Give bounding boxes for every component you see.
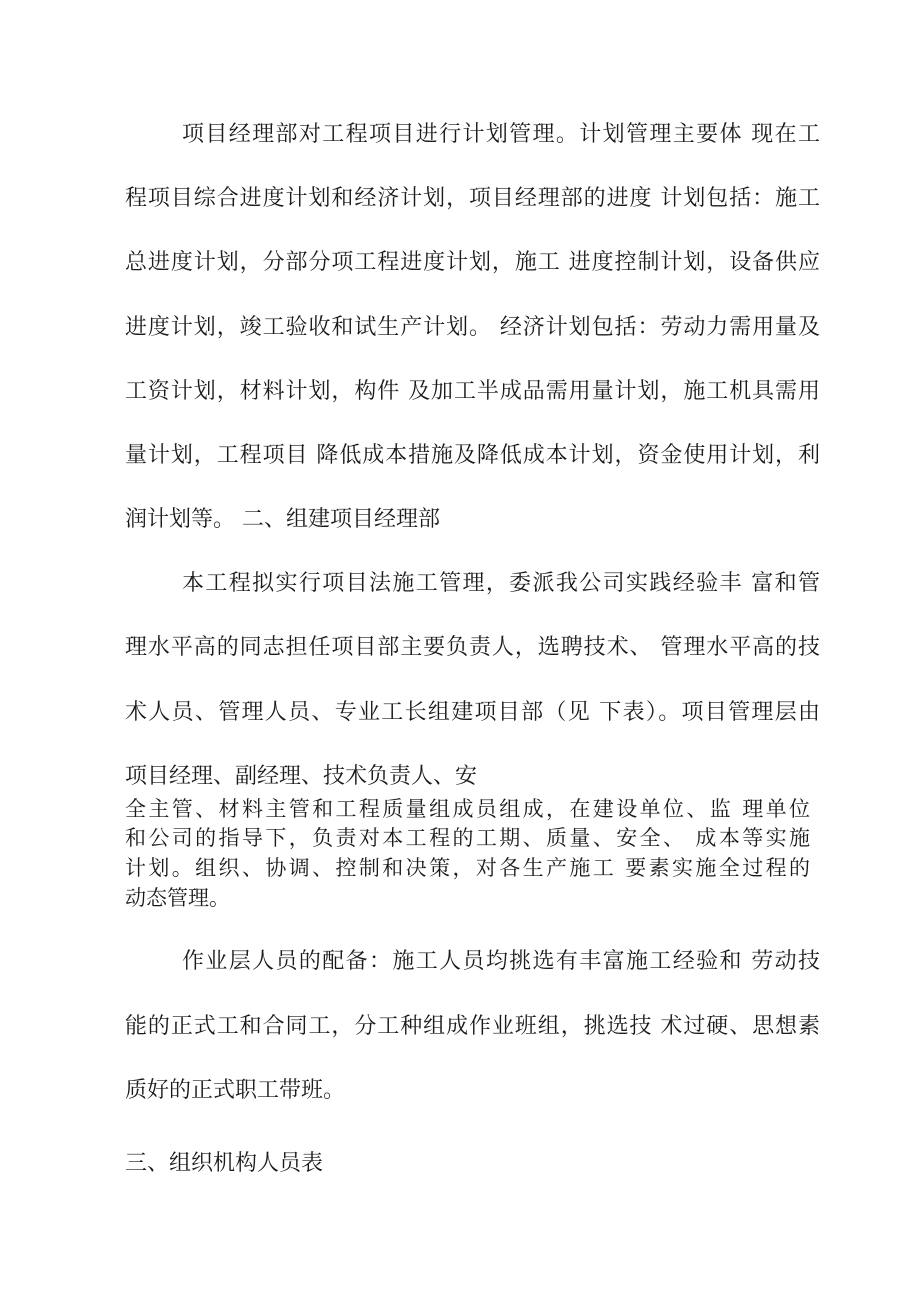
text-line: 程项目综合进度计划和经济计划，项目经理部的进度 计划包括：施工 xyxy=(125,186,820,211)
text-line: 动态管理。 xyxy=(125,886,230,910)
text-line: 术人员、管理人员、专业工长组建项目部（见 下表）。项目管理层由 xyxy=(125,700,820,725)
text-line: 项目经理部对工程项目进行计划管理。计划管理主要体 现在工 xyxy=(182,122,820,147)
text-line: 和公司的指导下，负责对本工程的工期、质量、安全、 成本等实施 xyxy=(125,826,810,850)
text-line: 全主管、材料主管和工程质量组成员组成，在建设单位、监 理单位 xyxy=(125,797,810,821)
text-line: 能的正式工和合同工，分工种组成作业班组，挑选技 术过硬、思想素 xyxy=(125,1014,820,1039)
text-line: 作业层人员的配备：施工人员均挑选有丰富施工经验和 劳动技 xyxy=(182,949,820,974)
text-line: 工资计划，材料计划，构件 及加工半成品需用量计划，施工机具需用 xyxy=(125,379,820,404)
text-line: 量计划，工程项目 降低成本措施及降低成本计划，资金使用计划，利 xyxy=(125,443,820,468)
text-line: 润计划等。 二、组建项目经理部 xyxy=(125,507,440,532)
text-line: 总进度计划，分部分项工程进度计划，施工 进度控制计划，设备供应 xyxy=(125,250,820,275)
text-line: 计划。组织、协调、控制和决策，对各生产施工 要素实施全过程的 xyxy=(125,856,810,880)
text-line: 质好的正式职工带班。 xyxy=(125,1078,346,1103)
text-line: 进度计划，竣工验收和试生产计划。 经济计划包括：劳动力需用量及 xyxy=(125,315,820,340)
text-line: 理水平高的同志担任项目部主要负责人，选聘技术、 管理水平高的技 xyxy=(125,635,820,660)
text-line: 项目经理、副经理、技术负责人、安 xyxy=(125,764,478,789)
text-line: 本工程拟实行项目法施工管理，委派我公司实践经验丰 富和管 xyxy=(182,571,820,596)
section-heading: 三、组织机构人员表 xyxy=(125,1151,324,1176)
